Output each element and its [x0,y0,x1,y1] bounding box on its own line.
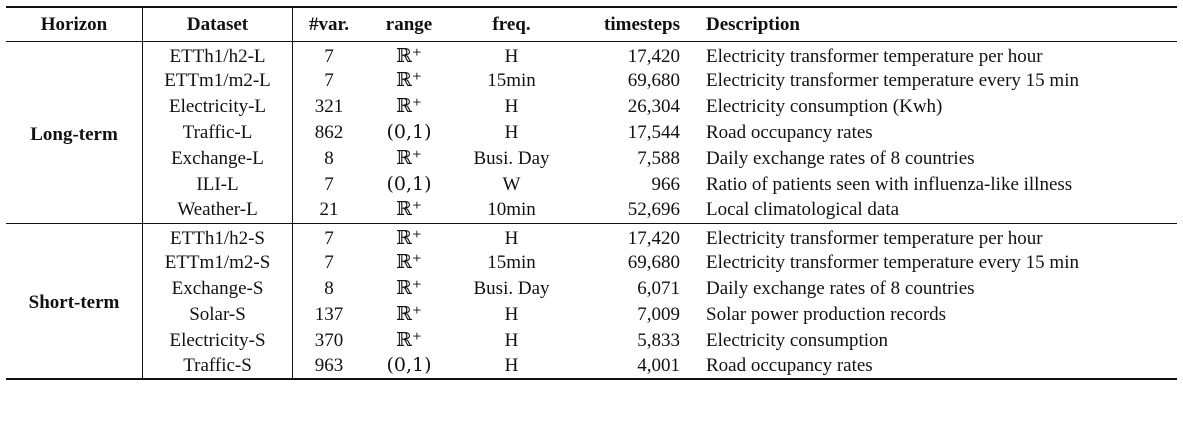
cell-freq: 10min [453,197,570,223]
table-header [6,7,1177,41]
cell-dataset: ETTh1/h2-L [143,41,293,67]
table-row [6,223,1177,249]
cell-range: ℝ⁺ [396,250,422,273]
cell-var: 370 [314,329,344,351]
cell-freq: H [504,227,519,249]
cell-freq: 15min [487,251,536,273]
header-freq: freq. [453,7,570,41]
cell-var: 7 [324,45,334,67]
cell-dataset: ILI-L [143,171,293,197]
header-var: #var. [293,7,366,41]
cell-description: Electricity transformer temperature per hour [706,227,1043,249]
cell-range: ℝ⁺ [396,328,422,351]
cell-timesteps: 4,001 [570,353,688,379]
cell-description: Electricity transformer temperature every 15 min [706,251,1079,273]
table-row [6,353,1177,379]
cell-freq: H [504,95,519,117]
table-row [6,171,1177,197]
cell-dataset: Electricity-L [143,93,293,119]
cell-timesteps: 6,071 [637,277,680,299]
header-dataset: Dataset [143,7,293,41]
cell-freq: H [504,121,519,143]
cell-freq: H [504,303,519,325]
cell-range: ℝ⁺ [396,302,422,325]
table-row [6,197,1177,223]
cell-timesteps: 26,304 [627,95,680,117]
header-row [6,7,1177,41]
cell-var: 862 [314,121,344,143]
cell-freq: 15min [487,69,536,91]
header-description: Description [688,7,1177,41]
cell-timesteps: 69,680 [627,69,680,91]
table-row [6,67,1177,93]
cell-var: 8 [324,147,334,169]
cell-description: Electricity transformer temperature per hour [706,45,1043,67]
cell-dataset: Electricity-S [143,327,293,353]
cell-timesteps: 52,696 [570,197,688,223]
cell-range: ℝ⁺ [396,68,422,91]
cell-freq: H [453,353,570,379]
cell-var: 137 [314,303,344,325]
cell-description: Road occupancy rates [706,121,873,143]
cell-timesteps: 17,420 [627,45,680,67]
cell-dataset: Traffic-L [143,119,293,145]
cell-freq: H [504,45,519,67]
cell-range: (0,1) [386,120,432,143]
cell-range: ℝ⁺ [396,226,422,249]
cell-dataset: Exchange-L [143,145,293,171]
cell-freq: H [504,329,519,351]
cell-description: Ratio of patients seen with influenza-like illness [706,173,1073,195]
table-row [6,41,1177,67]
cell-timesteps: 7,009 [637,303,680,325]
horizon-label: Long-term [6,41,143,223]
table-row [6,145,1177,171]
table-row [6,327,1177,353]
header-range: range [365,7,453,41]
cell-var: 8 [324,277,334,299]
cell-var: 321 [314,95,344,117]
cell-range: ℝ⁺ [396,44,422,67]
cell-dataset: Traffic-S [143,353,293,379]
cell-dataset: ETTh1/h2-S [143,223,293,249]
cell-timesteps: 7,588 [637,147,680,169]
header-horizon: Horizon [6,7,143,41]
cell-range: ℝ⁺ [365,197,453,223]
cell-var: 7 [324,173,334,195]
table-body [6,41,1177,379]
cell-dataset: ETTm1/m2-S [143,249,293,275]
cell-timesteps: 17,544 [627,121,680,143]
cell-timesteps: 17,420 [627,227,680,249]
cell-dataset: Weather-L [143,197,293,223]
cell-description: Electricity consumption [706,329,889,351]
cell-description: Local climatological data [688,197,1177,223]
table-row [6,119,1177,145]
cell-freq: Busi. Day [473,277,550,299]
cell-description: Electricity consumption (Kwh) [706,95,943,117]
cell-description: Solar power production records [706,303,947,325]
cell-dataset: Exchange-S [143,275,293,301]
cell-description: Daily exchange rates of 8 countries [706,277,975,299]
cell-range: ℝ⁺ [396,146,422,169]
cell-dataset: ETTm1/m2-L [143,67,293,93]
table-row [6,275,1177,301]
cell-var: 963 [293,353,366,379]
cell-timesteps: 69,680 [627,251,680,273]
datasets-table [6,6,1177,380]
table-row [6,249,1177,275]
cell-timesteps: 966 [651,173,680,195]
cell-freq: Busi. Day [473,147,550,169]
cell-var: 7 [324,69,334,91]
cell-description: Daily exchange rates of 8 countries [706,147,975,169]
cell-range: ℝ⁺ [396,276,422,299]
cell-description: Road occupancy rates [688,353,1177,379]
cell-freq: W [502,173,521,195]
cell-dataset: Solar-S [143,301,293,327]
cell-description: Electricity transformer temperature every 15 min [706,69,1079,91]
header-timesteps: timesteps [570,7,688,41]
cell-range: (0,1) [365,353,453,379]
table-row [6,93,1177,119]
table-row [6,301,1177,327]
horizon-label: Short-term [6,223,143,379]
cell-var: 7 [324,227,334,249]
cell-range: (0,1) [386,172,432,195]
cell-var: 7 [324,251,334,273]
cell-range: ℝ⁺ [396,94,422,117]
cell-timesteps: 5,833 [637,329,680,351]
cell-var: 21 [293,197,366,223]
